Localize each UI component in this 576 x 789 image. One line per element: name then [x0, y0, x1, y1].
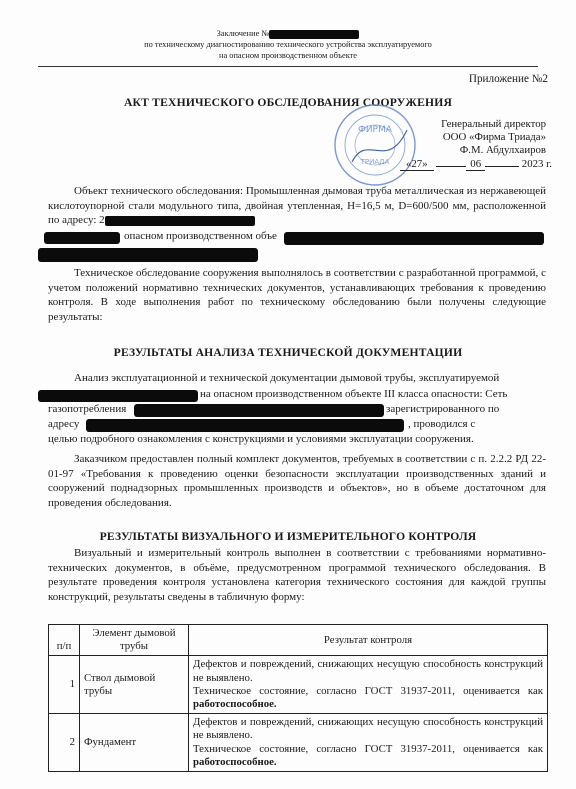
header-divider — [38, 66, 538, 67]
row-element: Фундамент — [80, 714, 189, 772]
object-tail: опасном производственном объе — [124, 230, 277, 242]
row-element: Ствол дымовой трубы — [80, 656, 189, 714]
s1-paragraph-2 — [48, 452, 546, 510]
s1-line-2: на опасном производственном объекте III класса опасности: Сеть — [200, 388, 508, 400]
appendix-label: Приложение №2 — [468, 73, 548, 85]
header-num: п/п — [49, 625, 80, 656]
redaction — [269, 30, 359, 39]
approver-position: Генеральный директор — [441, 118, 546, 130]
result-line-2: Техническое состояние, согласно ГОСТ 31937-2011, оценивается как — [193, 684, 543, 697]
approver-org: ООО «Фирма Триада» — [442, 131, 546, 143]
redaction — [134, 404, 384, 417]
s1-line-1: Анализ эксплуатационной и технической документации дымовой трубы, эксплуатируемой — [74, 372, 500, 384]
redaction — [105, 216, 255, 226]
approval-month: 06 — [466, 158, 485, 171]
result-line-2: Техническое состояние, согласно ГОСТ 31937-2011, оценивается как — [193, 742, 543, 755]
table-row — [49, 714, 548, 772]
redaction — [38, 390, 198, 402]
approval-day: «27» — [400, 158, 434, 171]
row-result — [189, 714, 548, 772]
s1-paragraph-2-text: Заказчиком предоставлен полный комплект документов, требуемых в соответствии с п. 2.2.2 РД 22-01-97 «Требования к проведению оценки безопасности эксплуатации производственных зданий и сооружений поднадзорных промышленных производств и объектов», но в объеме достаточном для проведения обследования. — [48, 453, 546, 509]
redaction — [38, 248, 258, 262]
row-num: 1 — [49, 656, 80, 714]
object-text: Объект технического обследования: Промышленная дымовая труба металлическая из нержавеющей кислотоупорной стали модульного типа, двойная утепленная, H=16,5 м, D=600/500 мм, расположенной по адресу: 2 — [48, 185, 546, 227]
approval-date — [340, 158, 552, 170]
act-title: АКТ ТЕХНИЧЕСКОГО ОБСЛЕДОВАНИЯ СООРУЖЕНИЯ — [123, 96, 453, 109]
redaction — [86, 419, 404, 432]
company-stamp-icon — [332, 102, 418, 188]
section-1-title: РЕЗУЛЬТАТЫ АНАЛИЗА ТЕХНИЧЕСКОЙ ДОКУМЕНТАЦИИ — [113, 346, 463, 359]
document-header — [0, 28, 576, 61]
s1-line-5: целью подробного ознакомления с конструкциями и условиями эксплуатации сооружения. — [48, 433, 474, 445]
header-line-2: по техническому диагностированию технического устройства эксплуатируемого — [144, 40, 432, 49]
s1-line-3a: газопотребления — [48, 403, 127, 415]
redaction — [284, 232, 544, 245]
result-line-1: Дефектов и повреждений, снижающих несущую способность конструкций не выявлено. — [193, 658, 543, 684]
table-header — [49, 625, 548, 656]
result-status: работоспособное. — [193, 698, 277, 711]
s2-paragraph-text: Визуальный и измерительный контроль выполнен в соответствии с требованиями нормативно-технических документов, в объёме, предусмотренном программой технического обследования. В результате проведения контроля установлена категория технического состояния для каждой группы конструкций, результаты сведены в табличную форму: — [48, 547, 546, 603]
header-line-3: на опасном производственном объекте — [218, 51, 358, 60]
approval-year: 2023 г. — [521, 158, 552, 170]
results-table — [48, 624, 548, 772]
header-result: Результат контроля — [189, 625, 548, 656]
s1-line-4a: адресу — [48, 418, 80, 430]
object-paragraph — [48, 184, 546, 228]
result-line-1: Дефектов и повреждений, снижающих несущую способность конструкций не выявлено. — [193, 716, 543, 742]
redaction — [44, 232, 120, 244]
svg-text:ФИРМА: ФИРМА — [358, 125, 392, 135]
row-num: 2 — [49, 714, 80, 772]
row-result — [189, 656, 548, 714]
general-text: Техническое обследование сооружения выполнялось в соответствии с разработанной программой, с учетом положений нормативно технических документов, устанавливающих требования к проведению контроля. В ходе выполнения работ по техническому обследованию были получены следующие результаты: — [48, 267, 546, 323]
section-2-title: РЕЗУЛЬТАТЫ ВИЗУАЛЬНОГО И ИЗМЕРИТЕЛЬНОГО КОНТРОЛЯ — [99, 530, 477, 543]
s2-paragraph — [48, 546, 546, 604]
table-row — [49, 656, 548, 714]
header-element: Элемент дымовой трубы — [80, 625, 189, 656]
approver-name: Ф.М. Абдулхаиров — [459, 144, 546, 156]
s1-line-3b: зарегистрированного по — [386, 403, 500, 415]
general-paragraph — [48, 266, 546, 324]
approval-block — [414, 118, 546, 157]
result-status: работоспособное. — [193, 755, 277, 768]
s1-line-4b: , проводился с — [408, 418, 476, 430]
header-line-1: Заключение № — [216, 29, 270, 38]
svg-text:ТРИАДА: ТРИАДА — [360, 158, 390, 166]
